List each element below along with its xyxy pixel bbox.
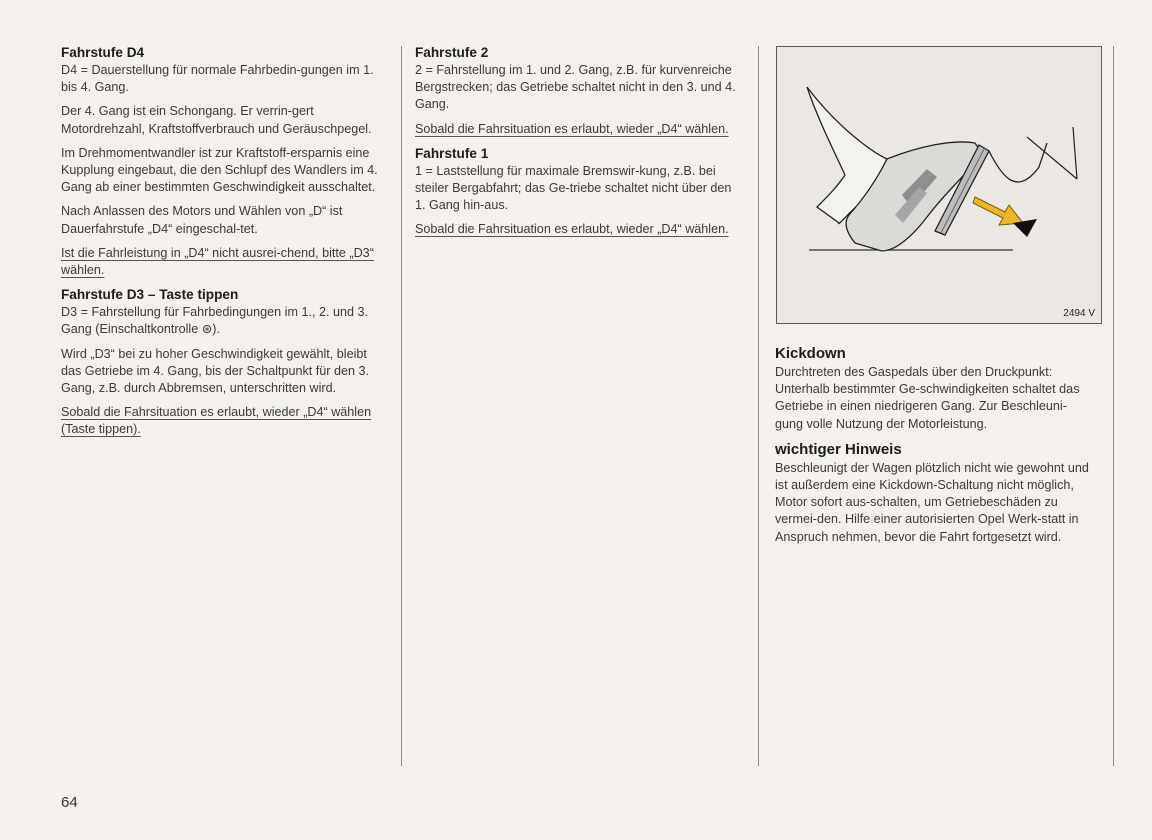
section-title-fahrstufe-2: Fahrstufe 2 (415, 45, 489, 60)
paragraph: D4 = Dauerstellung für normale Fahrbedin-gungen im 1. bis 4. Gang. (61, 63, 374, 95)
underlined-note: Sobald die Fahrsituation es erlaubt, wieder „D4“ wählen. (415, 222, 729, 237)
figure-code: 2494 V (1063, 308, 1095, 319)
paragraph: 1 = Laststellung für maximale Bremswir-kung, z.B. bei steiler Bergabfahrt; das Ge-triebe schaltet nicht über den 1. Gang hin-aus. (415, 163, 732, 213)
paragraph: Wird „D3“ bei zu hoher Geschwindigkeit gewählt, bleibt das Getriebe im 4. Gang, bis der Schaltpunkt für den 3. Gang, z.B. durch Abbremsen, unterschritten wird. (61, 346, 370, 396)
pedal-drawing (777, 47, 1101, 323)
section-title-kickdown: Kickdown (775, 345, 846, 362)
column-left (61, 44, 379, 446)
section-title-d3: Fahrstufe D3 – Taste tippen (61, 287, 239, 303)
paragraph: Durchtreten des Gaspedals über den Druckpunkt: Unterhalb bestimmter Ge-schwindigkeiten schaltet das Getriebe in einen niedrigeren Gang. Zur Beschleuni-gung volle Nutzung der Motorleistung. (775, 365, 1080, 431)
paragraph: Im Drehmomentwandler ist zur Kraftstoff-ersparnis eine Kupplung eingebaut, die den Schlupf des Wandlers im 4. Gang ab einer bestimmten Geschwindigkeit ausschaltet. (61, 145, 378, 195)
paragraph: Der 4. Gang ist ein Schongang. Er verrin-gert Motordrehzahl, Kraftstoffverbrauch und Geräuschpegel. (61, 104, 372, 136)
underlined-note: Ist die Fahrleistung in „D4“ nicht ausrei-chend, bitte „D3“ wählen. (61, 245, 374, 278)
column-divider-left (401, 46, 402, 766)
underlined-note: Sobald die Fahrsituation es erlaubt, wieder „D4“ wählen (Taste tippen). (61, 405, 372, 437)
column-right (775, 344, 1093, 553)
page-edge-line (1113, 46, 1114, 766)
paragraph: D3 = Fahrstellung für Fahrbedingungen im 1., 2. und 3. Gang (Einschaltkontrolle ⊛). (61, 305, 368, 337)
paragraph: Beschleunigt der Wagen plötzlich nicht wie gewohnt und ist außerdem eine Kickdown-Schaltung nicht möglich, Motor sofort aus-schalten, um Getriebeschäden zu vermei-den. Hilfe einer autorisierten Opel Werk-statt in Anspruch nehmen, bevor die Fahrt fortgesetzt wird. (775, 460, 1089, 544)
paragraph: Nach Anlassen des Motors und Wählen von „D“ ist Dauerfahrstufe „D4“ eingeschal-tet. (61, 204, 343, 236)
kickdown-pedal-illustration (776, 46, 1102, 324)
paragraph: 2 = Fahrstellung im 1. und 2. Gang, z.B. für kurvenreiche Bergstrecken; das Getriebe schaltet nicht in den 3. und 4. Gang. (415, 63, 736, 112)
page-number: 64 (61, 794, 78, 811)
section-title-d4: Fahrstufe D4 (61, 45, 145, 60)
section-title-fahrstufe-1: Fahrstufe 1 (415, 145, 489, 161)
column-middle (415, 44, 737, 246)
section-title-hinweis: wichtiger Hinweis (775, 440, 902, 458)
underlined-note: Sobald die Fahrsituation es erlaubt, wieder „D4“ wählen. (415, 121, 729, 136)
column-divider-right (758, 46, 759, 766)
